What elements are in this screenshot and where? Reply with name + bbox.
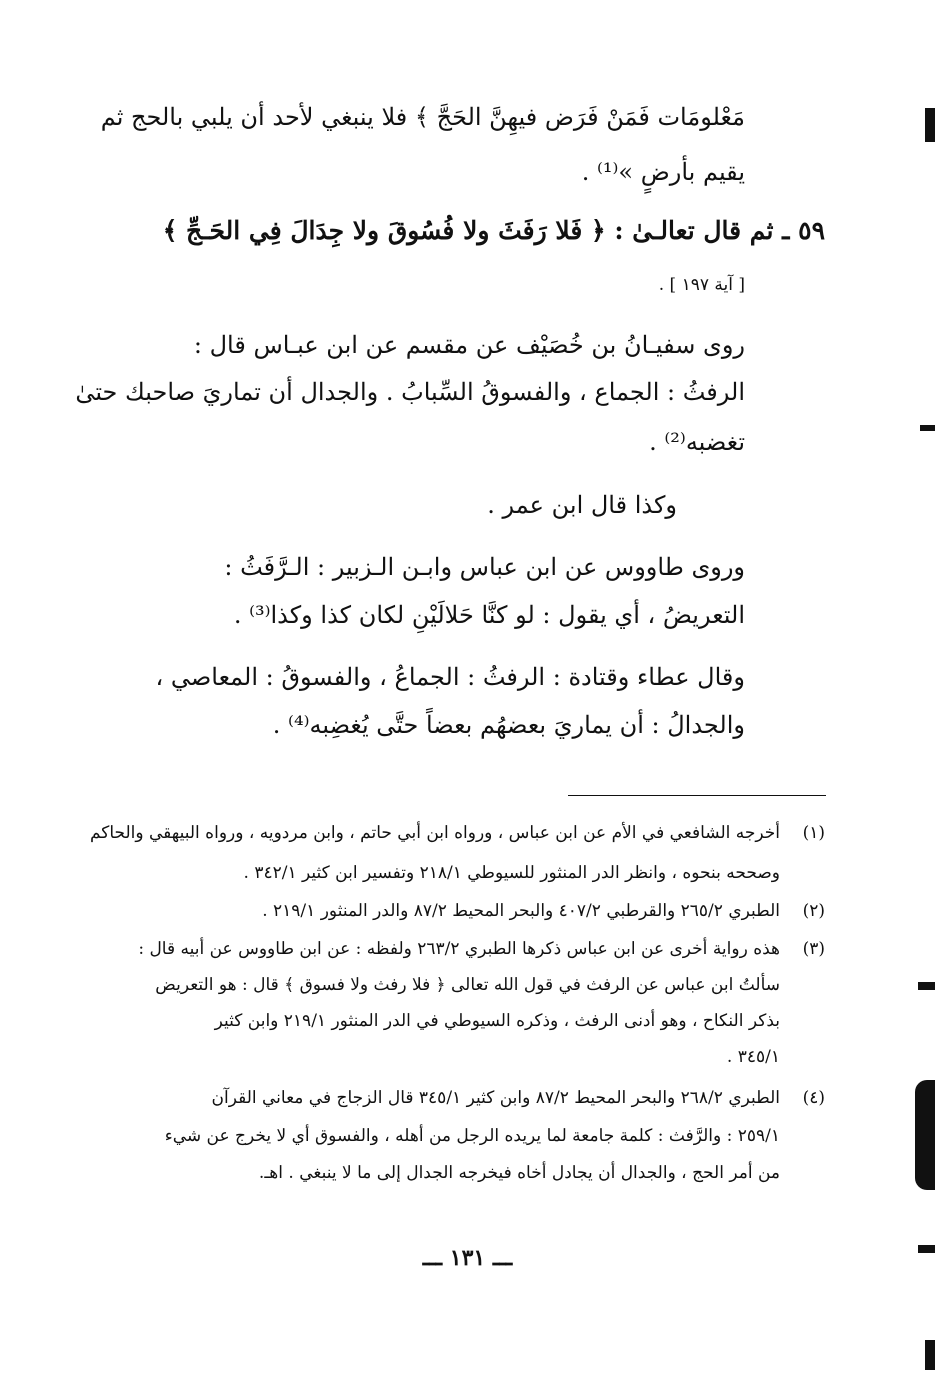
footnote-number-3: (٣)	[802, 939, 825, 959]
verse-heading: ٥٩ ـ ثم قال تعالـىٰ : ﴿ فَلا رَفَثَ ولا فُسُوقَ ولا جِدَالَ فِي الحَـجِّ ﴾	[162, 216, 825, 245]
scan-edge-mark	[925, 1340, 935, 1370]
scan-edge-mark	[918, 982, 935, 990]
main-line-8: وكذا قال ابن عمر .	[487, 491, 677, 519]
main-line-11: وقال عطاء وقتادة : الرفثُ : الجماعُ ، والفسوقُ : المعاصي ،	[155, 663, 745, 691]
main-line-10: التعريضُ ، أي يقول : لو كنَّا حَلالَيْنِ لكان كذا وكذا⁽³⁾ .	[233, 601, 745, 629]
footnote-3-line-4: ٣٤٥/١ .	[726, 1047, 780, 1067]
footnote-3-line-2: سألتُ ابن عباس عن الرفث في قول الله تعالى ﴿ فلا رفث ولا فسوق ﴾ قال : هو التعريض	[155, 975, 780, 995]
scan-edge-mark	[918, 1245, 935, 1253]
scan-edge-mark	[920, 425, 935, 431]
verse-reference: [ آية ١٩٧ ] .	[658, 275, 745, 295]
main-line-6: الرفثُ : الجماع ، والفسوقُ السِّبابُ . والجدال أن تماريَ صاحبك حتىٰ	[75, 378, 745, 406]
footnote-1-line-2: وصححه بنحوه ، وانظر الدر المنثور للسيوطي ٢١٨/١ وتفسير ابن كثير ٣٤٢/١ .	[243, 863, 780, 883]
page-number: ـــ ١٣١ ـــ	[422, 1245, 513, 1271]
main-line-9: وروى طاووس عن ابن عباس وابـن الـزبير : الـرَّفَثُ :	[224, 553, 745, 581]
footnote-rule	[568, 795, 826, 796]
main-line-2: يقيم بأرضٍ »⁽¹⁾ .	[581, 158, 745, 186]
main-line-5: روى سفيـانُ بن خُصَيْف عن مقسم عن ابن عبـاس قال :	[193, 331, 745, 359]
main-line-7: تغضبه⁽²⁾ .	[649, 428, 745, 456]
footnote-number-1: (١)	[802, 823, 825, 843]
scan-edge-mark	[915, 1080, 935, 1190]
footnote-4-line-3: من أمر الحج ، والجدال أن يجادل أخاه فيخرجه الجدال إلى ما لا ينبغي . اهـ.	[258, 1163, 780, 1183]
footnote-number-2: (٢)	[802, 901, 825, 921]
footnote-3-line-1: هذه رواية أخرى عن ابن عباس ذكرها الطبري ٢٦٣/٢ ولفظه : عن ابن طاووس عن أبيه قال :	[138, 939, 780, 959]
footnote-1-line-1: أخرجه الشافعي في الأم عن ابن عباس ، ورواه ابن أبي حاتم ، وابن مردويه ، ورواه البيهقي والحاكم	[89, 823, 780, 843]
footnote-2-line-1: الطبري ٢٦٥/٢ والقرطبي ٤٠٧/٢ والبحر المحيط ٨٧/٢ والدر المنثور ٢١٩/١ .	[262, 901, 780, 921]
footnote-4-line-2: ٢٥٩/١ : والرَّفث : كلمة جامعة لما يريده الرجل من أهله ، والفسوق أي لا يخرج عن شيء	[164, 1126, 780, 1146]
scan-edge-mark	[925, 108, 935, 142]
footnote-3-line-3: بذكر النكاح ، وهو أدنى الرفث ، وذكره السيوطي في الدر المنثور ٢١٩/١ وابن كثير	[214, 1011, 780, 1031]
main-line-12: والجدالُ : أن يماريَ بعضهُم بعضاً حتَّى يُغضِبه⁽⁴⁾ .	[272, 711, 745, 739]
footnote-number-4: (٤)	[802, 1088, 825, 1108]
main-line-1: مَعْلومَات فَمَنْ فَرَض فيهِنَّ الحَجَّ ﴾ فلا ينبغي لأحد أن يلبي بالحج ثم	[100, 103, 745, 131]
footnote-4-line-1: الطبري ٢٦٨/٢ والبحر المحيط ٨٧/٢ وابن كثير ٣٤٥/١ قال الزجاج في معاني القرآن	[211, 1088, 780, 1108]
